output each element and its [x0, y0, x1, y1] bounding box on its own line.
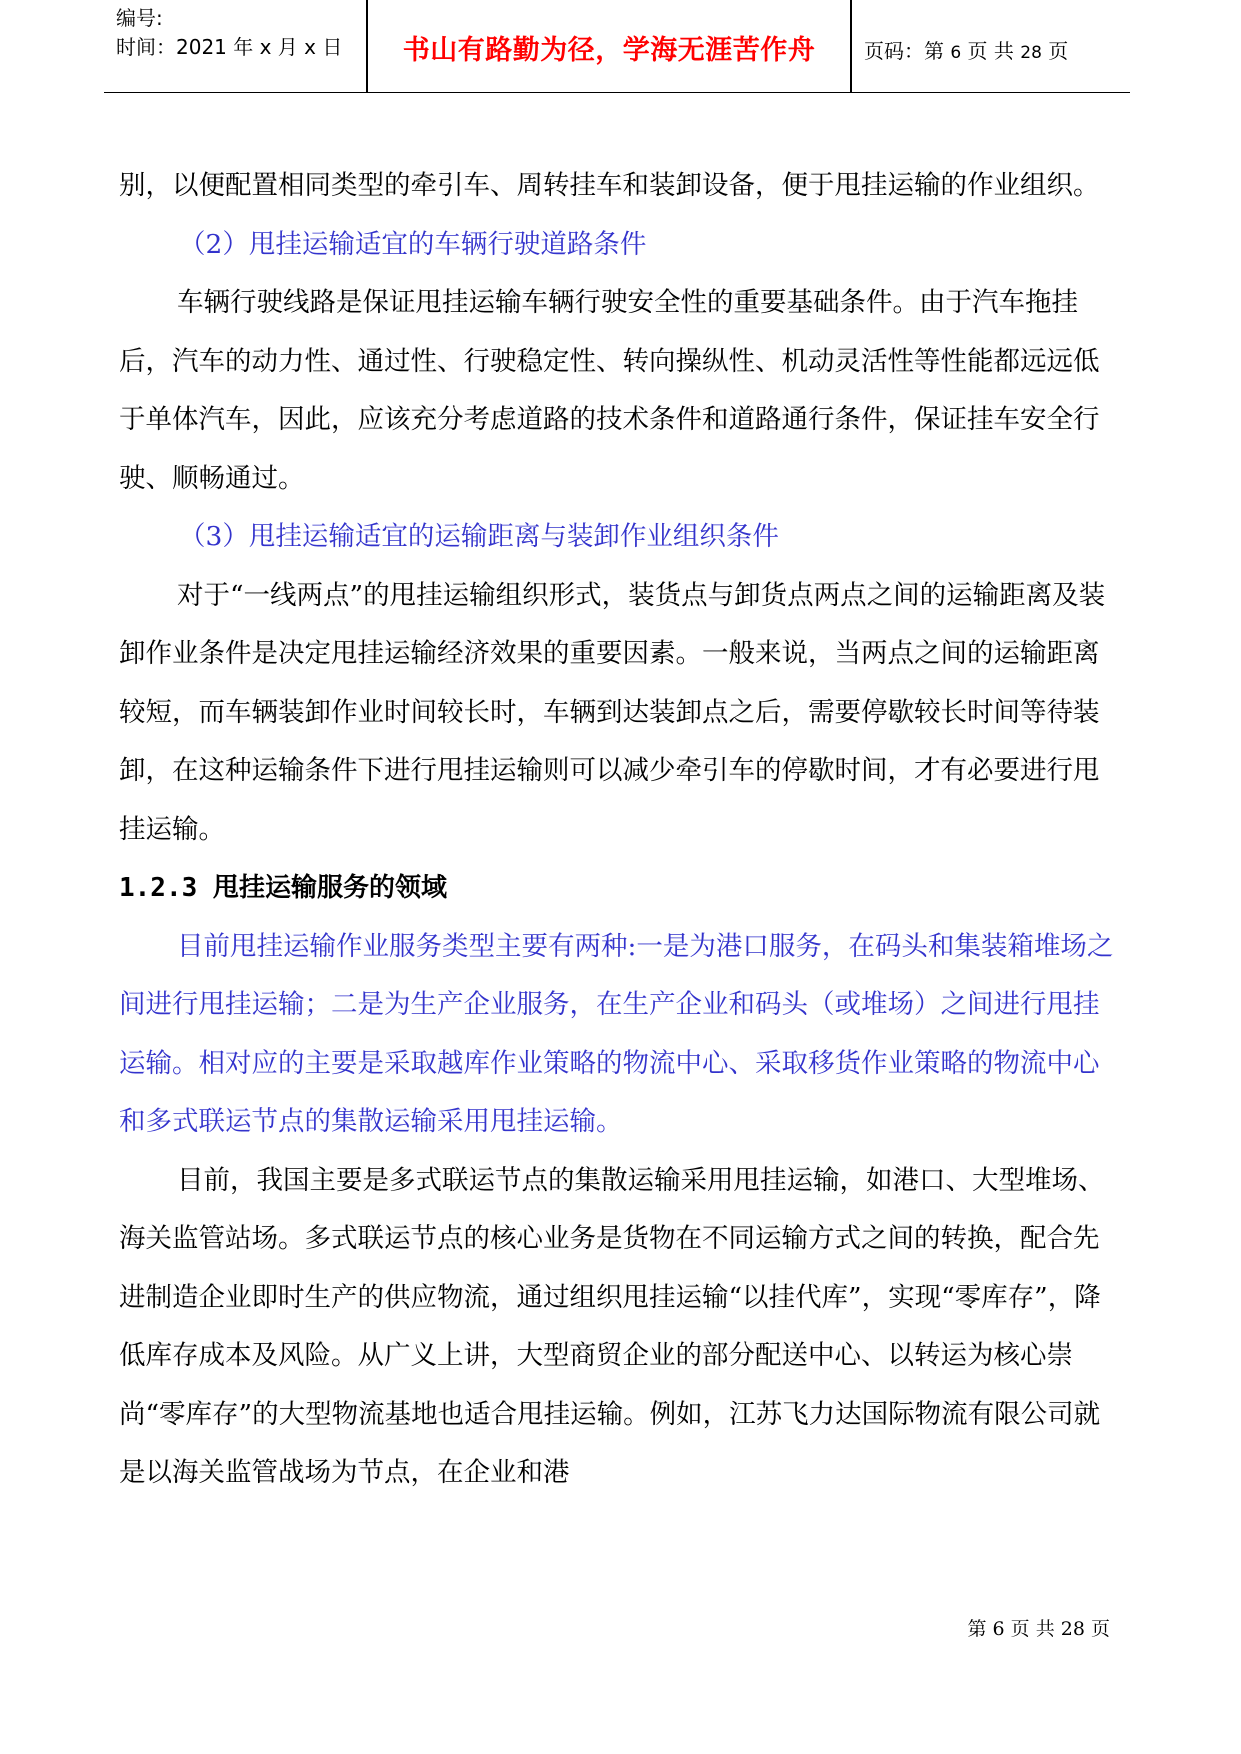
footer-prefix: 第 — [967, 1618, 987, 1640]
header-motto: 书山有路勤为径，学海无涯苦作舟 — [402, 35, 816, 66]
header-divider — [850, 0, 852, 92]
document-number-label: 编号: — [116, 6, 163, 30]
section-heading — [119, 859, 1114, 918]
document-body — [119, 157, 1114, 1503]
footer-mid: 页 共 — [1010, 1618, 1055, 1640]
footer-total: 28 — [1060, 1618, 1085, 1640]
footer-suffix: 页 — [1090, 1618, 1110, 1640]
header-page-indicator — [864, 35, 1124, 64]
section-number: 1.2.3 — [119, 873, 198, 903]
section-title: 甩挂运输服务的领域 — [212, 873, 447, 903]
footer-current: 6 — [992, 1618, 1005, 1640]
paragraph-current-situation: 目前，我国主要是多式联运节点的集散运输采用甩挂运输，如港口、大型堆场、海关监管站场。多式联运节点的核心业务是货物在不同运输方式之间的转换，配合先进制造企业即时生产的供应物流，通过组织甩挂运输“以挂代库”，实现“零库存”，降低库存成本及风险。从广义上讲，大型商贸企业的部分配送中心、以转运为核心崇尚“零库存”的大型物流基地也适合甩挂运输。例如，江苏飞力达国际物流有限公司就是以海关监管战场为节点，在企业和港 — [119, 1164, 1105, 1488]
paragraph-continuation: 别，以便配置相同类型的牵引车、周转挂车和装卸设备，便于甩挂运输的作业组织。 — [119, 170, 1100, 201]
paragraph-service-types: 目前甩挂运输作业服务类型主要有两种:一是为港口服务，在码头和集装箱堆场之间进行甩挂运输；二是为生产企业服务，在生产企业和码头（或堆场）之间进行甩挂运输。相对应的主要是采取越库作业策略的物流中心、采取移货作业策略的物流中心和多式联运节点的集散运输采用甩挂运输。 — [119, 930, 1114, 1137]
page-footer — [960, 1614, 1110, 1641]
document-time: 时间：2021 年 x 月 x 日 — [116, 35, 343, 59]
paragraph-distance-conditions: 对于“一线两点”的甩挂运输组织形式，装货点与卸货点两点之间的运输距离及装卸作业条件是决定甩挂运输经济效果的重要因素。一般来说，当两点之间的运输距离较短，而车辆装卸作业时间较长时，车辆到达装卸点之后，需要停歇较长时间等待装卸，在这种运输条件下进行甩挂运输则可以减少牵引车的停歇时间，才有必要进行甩挂运输。 — [119, 579, 1106, 845]
paragraph-road-conditions: 车辆行驶线路是保证甩挂运输车辆行驶安全性的重要基础条件。由于汽车拖挂后，汽车的动力性、通过性、行驶稳定性、转向操纵性、机动灵活性等性能都远远低于单体汽车，因此，应该充分考虑道路的技术条件和道路通行条件，保证挂车安全行驶、顺畅通过。 — [119, 287, 1100, 494]
page-current: 6 — [950, 43, 962, 63]
subheading-road-conditions: （2）甩挂运输适宜的车辆行驶道路条件 — [179, 228, 647, 260]
header-meta — [116, 4, 361, 62]
page-total: 28 — [1020, 43, 1042, 63]
page-suffix: 页 — [1048, 39, 1069, 63]
subheading-distance-conditions: （3）甩挂运输适宜的运输距离与装卸作业组织条件 — [179, 521, 779, 552]
page-prefix: 页码：第 — [864, 39, 944, 63]
page-mid: 页 共 — [967, 39, 1014, 63]
page-header — [104, 0, 1130, 93]
